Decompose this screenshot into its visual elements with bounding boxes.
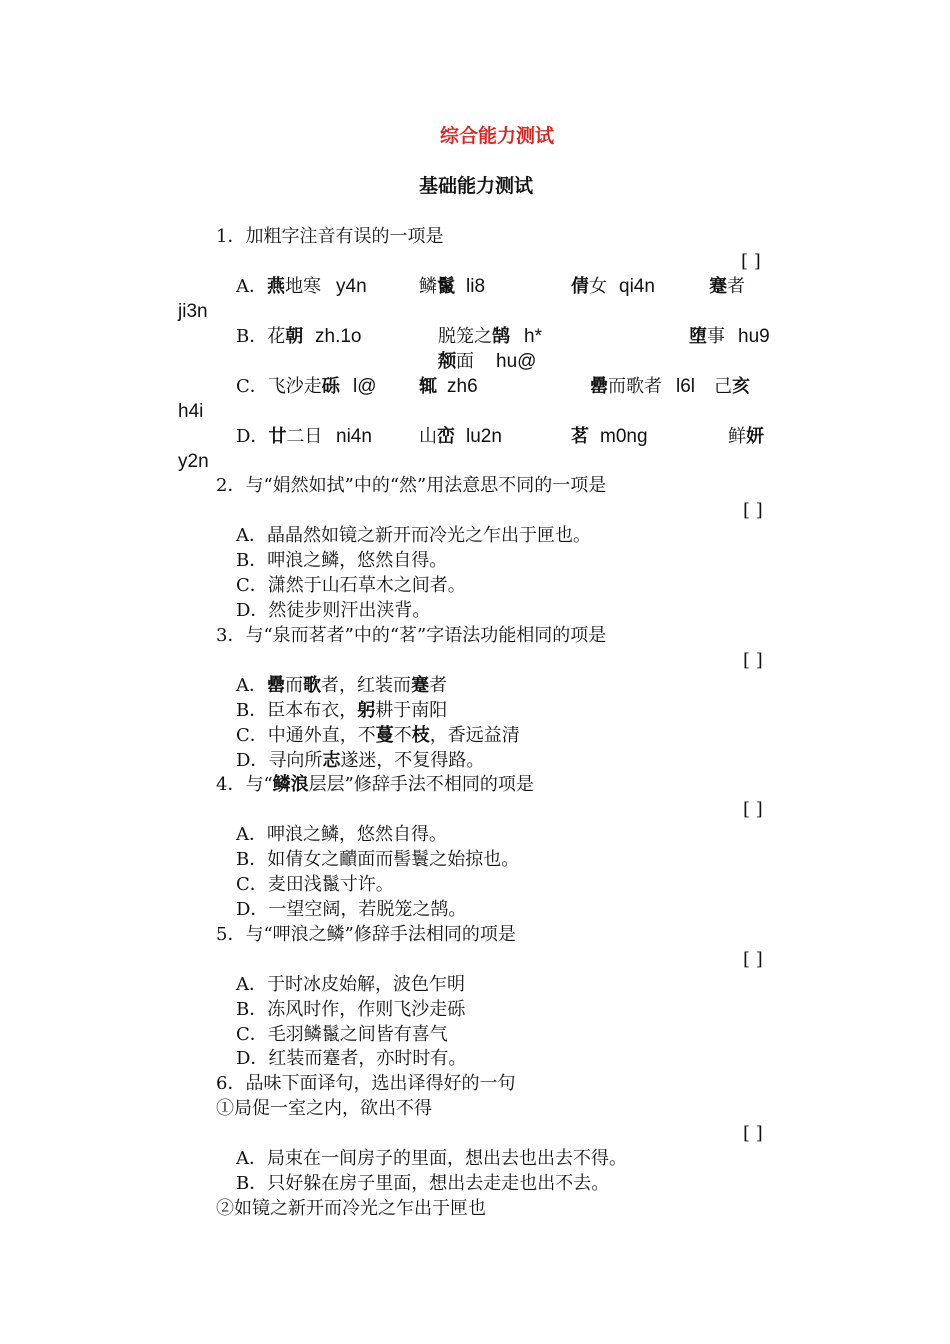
question-3-stem: 3．与“泉而茗者”中的“茗”字语法功能相同的项是 (216, 625, 607, 646)
pinyin: ji3n (178, 301, 208, 322)
question-1-option-d: D．廿二日 (236, 426, 323, 447)
question-4-option-c: C．麦田浅鬣寸许。 (236, 874, 394, 895)
pinyin: y2n (178, 451, 209, 472)
question-2-stem: 2．与“娟然如拭”中的“然”用法意思不同的一项是 (216, 475, 607, 496)
question-1-answer-bracket: [ ] (741, 251, 761, 272)
pinyin: qi4n (619, 276, 655, 297)
option-label: B． (236, 326, 268, 347)
question-5-stem: 5．与“呷浪之鳞”修辞手法相同的项是 (216, 924, 516, 945)
question-5-answer-bracket: [ ] (743, 949, 763, 970)
question-5-option-d: D．红装而蹇者，亦时时有。 (236, 1048, 467, 1069)
word: 倩女 (571, 276, 607, 297)
option-label: D． (236, 426, 269, 447)
pinyin: y4n (336, 276, 367, 297)
question-1-option-a (236, 274, 321, 299)
question-6-answer-bracket: [ ] (743, 1123, 763, 1144)
pinyin: h* (524, 326, 542, 347)
pinyin: m0ng (600, 426, 648, 447)
question-1-option-c: C．飞沙走砾 (236, 376, 340, 397)
question-3-option-d: D．寻向所志遂迷，不复得路。 (236, 750, 485, 771)
document-title: 综合能力测试 (440, 125, 555, 147)
word: 罍而歌者 (590, 376, 662, 397)
option-label: A． (236, 276, 267, 297)
question-3-answer-bracket: [ ] (743, 650, 763, 671)
question-2-option-d: D．然徒步则汗出浃背。 (236, 600, 431, 621)
question-1-stem: 1．加粗字注音有误的一项是 (216, 226, 444, 247)
pinyin: hu9 (738, 326, 770, 347)
word: 蹇者 (709, 276, 745, 297)
question-2-option-c: C．潇然于山石草木之间者。 (236, 575, 466, 596)
question-5-option-b: B．冻风时作，作则飞沙走砾 (236, 999, 466, 1020)
word: 茗 (571, 426, 589, 447)
option-label: C． (236, 376, 268, 397)
word: 脱笼之鹄 (438, 326, 510, 347)
word: 鳞鬣 (419, 276, 455, 297)
pinyin: h4i (178, 401, 204, 422)
question-2-answer-bracket: [ ] (743, 500, 763, 521)
question-3-option-c: C．中通外直，不蔓不枝，香远益清 (236, 725, 520, 746)
question-6-subitem-1: ①局促一室之内，欲出不得 (216, 1098, 432, 1119)
word: 地寒 (285, 276, 321, 297)
pinyin: zh6 (447, 376, 478, 397)
word: 己亥 (714, 376, 750, 397)
word: 鲜妍 (728, 426, 764, 447)
question-4-stem: 4．与“鳞浪层层”修辞手法不相同的项是 (216, 774, 534, 795)
question-6-stem: 6．品味下面译句，选出译得好的一句 (216, 1073, 516, 1094)
question-6-subitem-2: ②如镜之新开而冷光之乍出于匣也 (216, 1198, 486, 1219)
bold-char: 燕 (267, 276, 285, 297)
question-2-option-a: A．晶晶然如镜之新开而冷光之乍出于匣也。 (236, 525, 591, 546)
question-4-option-b: B．如倩女之靧面而髻鬟之始掠也。 (236, 849, 520, 870)
word: 颒面 (438, 351, 474, 372)
pinyin: l6l (676, 376, 696, 397)
question-4-option-a: A．呷浪之鳞，悠然自得。 (236, 824, 447, 845)
question-5-option-a: A．于时冰皮始解，波色乍明 (236, 974, 465, 995)
pinyin: lu2n (466, 426, 502, 447)
word: 山峦 (419, 426, 455, 447)
question-3-option-b: B．臣本布衣，躬耕于南阳 (236, 700, 448, 721)
pinyin: li8 (466, 276, 486, 297)
question-3-option-a: A．罍而歌者，红装而蹇者 (236, 675, 447, 696)
question-4-option-d: D．一望空阔，若脱笼之鹄。 (236, 899, 467, 920)
pinyin: zh.1o (315, 326, 362, 347)
word: 辄 (419, 376, 437, 397)
pinyin: ni4n (336, 426, 372, 447)
question-1-option-b: B．花朝 (236, 326, 304, 347)
word: 堕事 (689, 326, 725, 347)
pinyin: hu@ (496, 351, 537, 372)
question-6-option-b: B．只好躲在房子里面，想出去走走也出不去。 (236, 1173, 610, 1194)
pinyin: l@ (353, 376, 377, 397)
question-6-option-a: A．局束在一间房子的里面，想出去也出去不得。 (236, 1148, 627, 1169)
question-4-answer-bracket: [ ] (743, 799, 763, 820)
question-5-option-c: C．毛羽鳞鬣之间皆有喜气 (236, 1024, 448, 1045)
question-2-option-b: B．呷浪之鳞，悠然自得。 (236, 550, 448, 571)
section-subtitle: 基础能力测试 (419, 175, 534, 197)
